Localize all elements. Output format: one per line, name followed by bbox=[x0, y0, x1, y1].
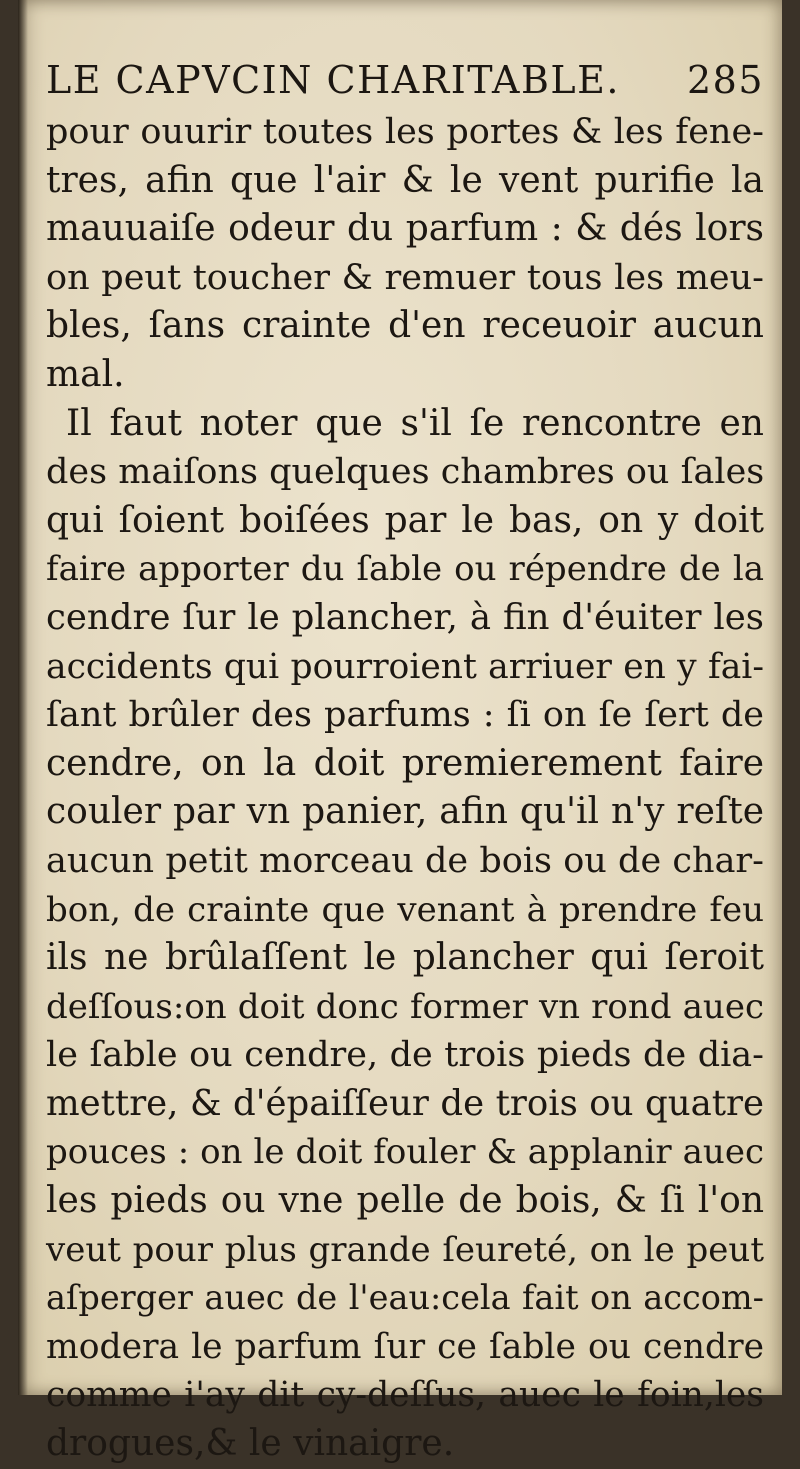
page-number: 285 bbox=[686, 58, 764, 102]
text-line: Il faut noter que s'il ſe rencontre en bbox=[66, 402, 764, 444]
text-line: le ſable ou cendre, de trois pieds de dia- bbox=[46, 1035, 764, 1076]
text-line: cendre ſur le plancher, à fin d'éuiter les bbox=[46, 596, 764, 638]
text-line: aucun petit morceau de bois ou de char- bbox=[46, 840, 764, 881]
text-line: modera le parfum ſur ce ſable ou cendre bbox=[46, 1326, 764, 1367]
text-line: cendre, on la doit premierement faire bbox=[46, 742, 764, 784]
page-gutter-shadow bbox=[18, 0, 28, 1395]
text-line: ils ne brûlaſſent le plancher qui ſeroit bbox=[46, 937, 764, 979]
text-line: mal. bbox=[46, 353, 125, 395]
text-line: deſſous:on doit donc former vn rond auec bbox=[46, 986, 764, 1027]
text-line: bles, ſans crainte d'en receuoir aucun bbox=[46, 305, 764, 347]
text-line: mettre, & d'épaiſſeur de trois ou quatre bbox=[46, 1082, 764, 1124]
text-line: tres, afin que l'air & le vent purifie la bbox=[46, 159, 764, 201]
text-line: les pieds ou vne pelle de bois, & ſi l'on bbox=[46, 1180, 764, 1222]
text-line: bon, de crainte que venant à prendre feu bbox=[46, 889, 764, 930]
text-line: qui ſoient boiſées par le bas, on y doit bbox=[46, 499, 764, 541]
body-text bbox=[46, 108, 764, 1469]
text-line: couler par vn panier, afin qu'il n'y reſte bbox=[46, 791, 764, 833]
text-line: faire apporter du ſable ou répendre de la bbox=[46, 549, 764, 590]
text-line: comme i'ay dit cy-deſſus, auec le foin,les bbox=[46, 1375, 764, 1416]
text-line: pouces : on le doit fouler & applanir auec bbox=[46, 1132, 764, 1173]
text-line: on peut toucher & remuer tous les meu- bbox=[46, 257, 764, 298]
text-line: aſperger auec de l'eau:cela fait on accom- bbox=[46, 1278, 764, 1318]
text-line: des maiſons quelques chambres ou ſales bbox=[46, 452, 765, 493]
running-title: LE CAPVCIN CHARITABLE. bbox=[46, 58, 620, 102]
text-line: mauuaiſe odeur du parfum : & dés lors bbox=[46, 208, 764, 250]
text-line: ſant brûler des parfums : ſi on ſe ſert de bbox=[46, 695, 764, 736]
running-header bbox=[46, 58, 764, 102]
text-line: pour ouurir toutes les portes & les fene- bbox=[46, 112, 764, 152]
text-line: drogues,& le vinaigre. bbox=[46, 1423, 455, 1465]
text-line: accidents qui pourroient arriuer en y fai- bbox=[46, 646, 764, 687]
text-line: veut pour plus grande ſeureté, on le peut bbox=[46, 1229, 764, 1270]
